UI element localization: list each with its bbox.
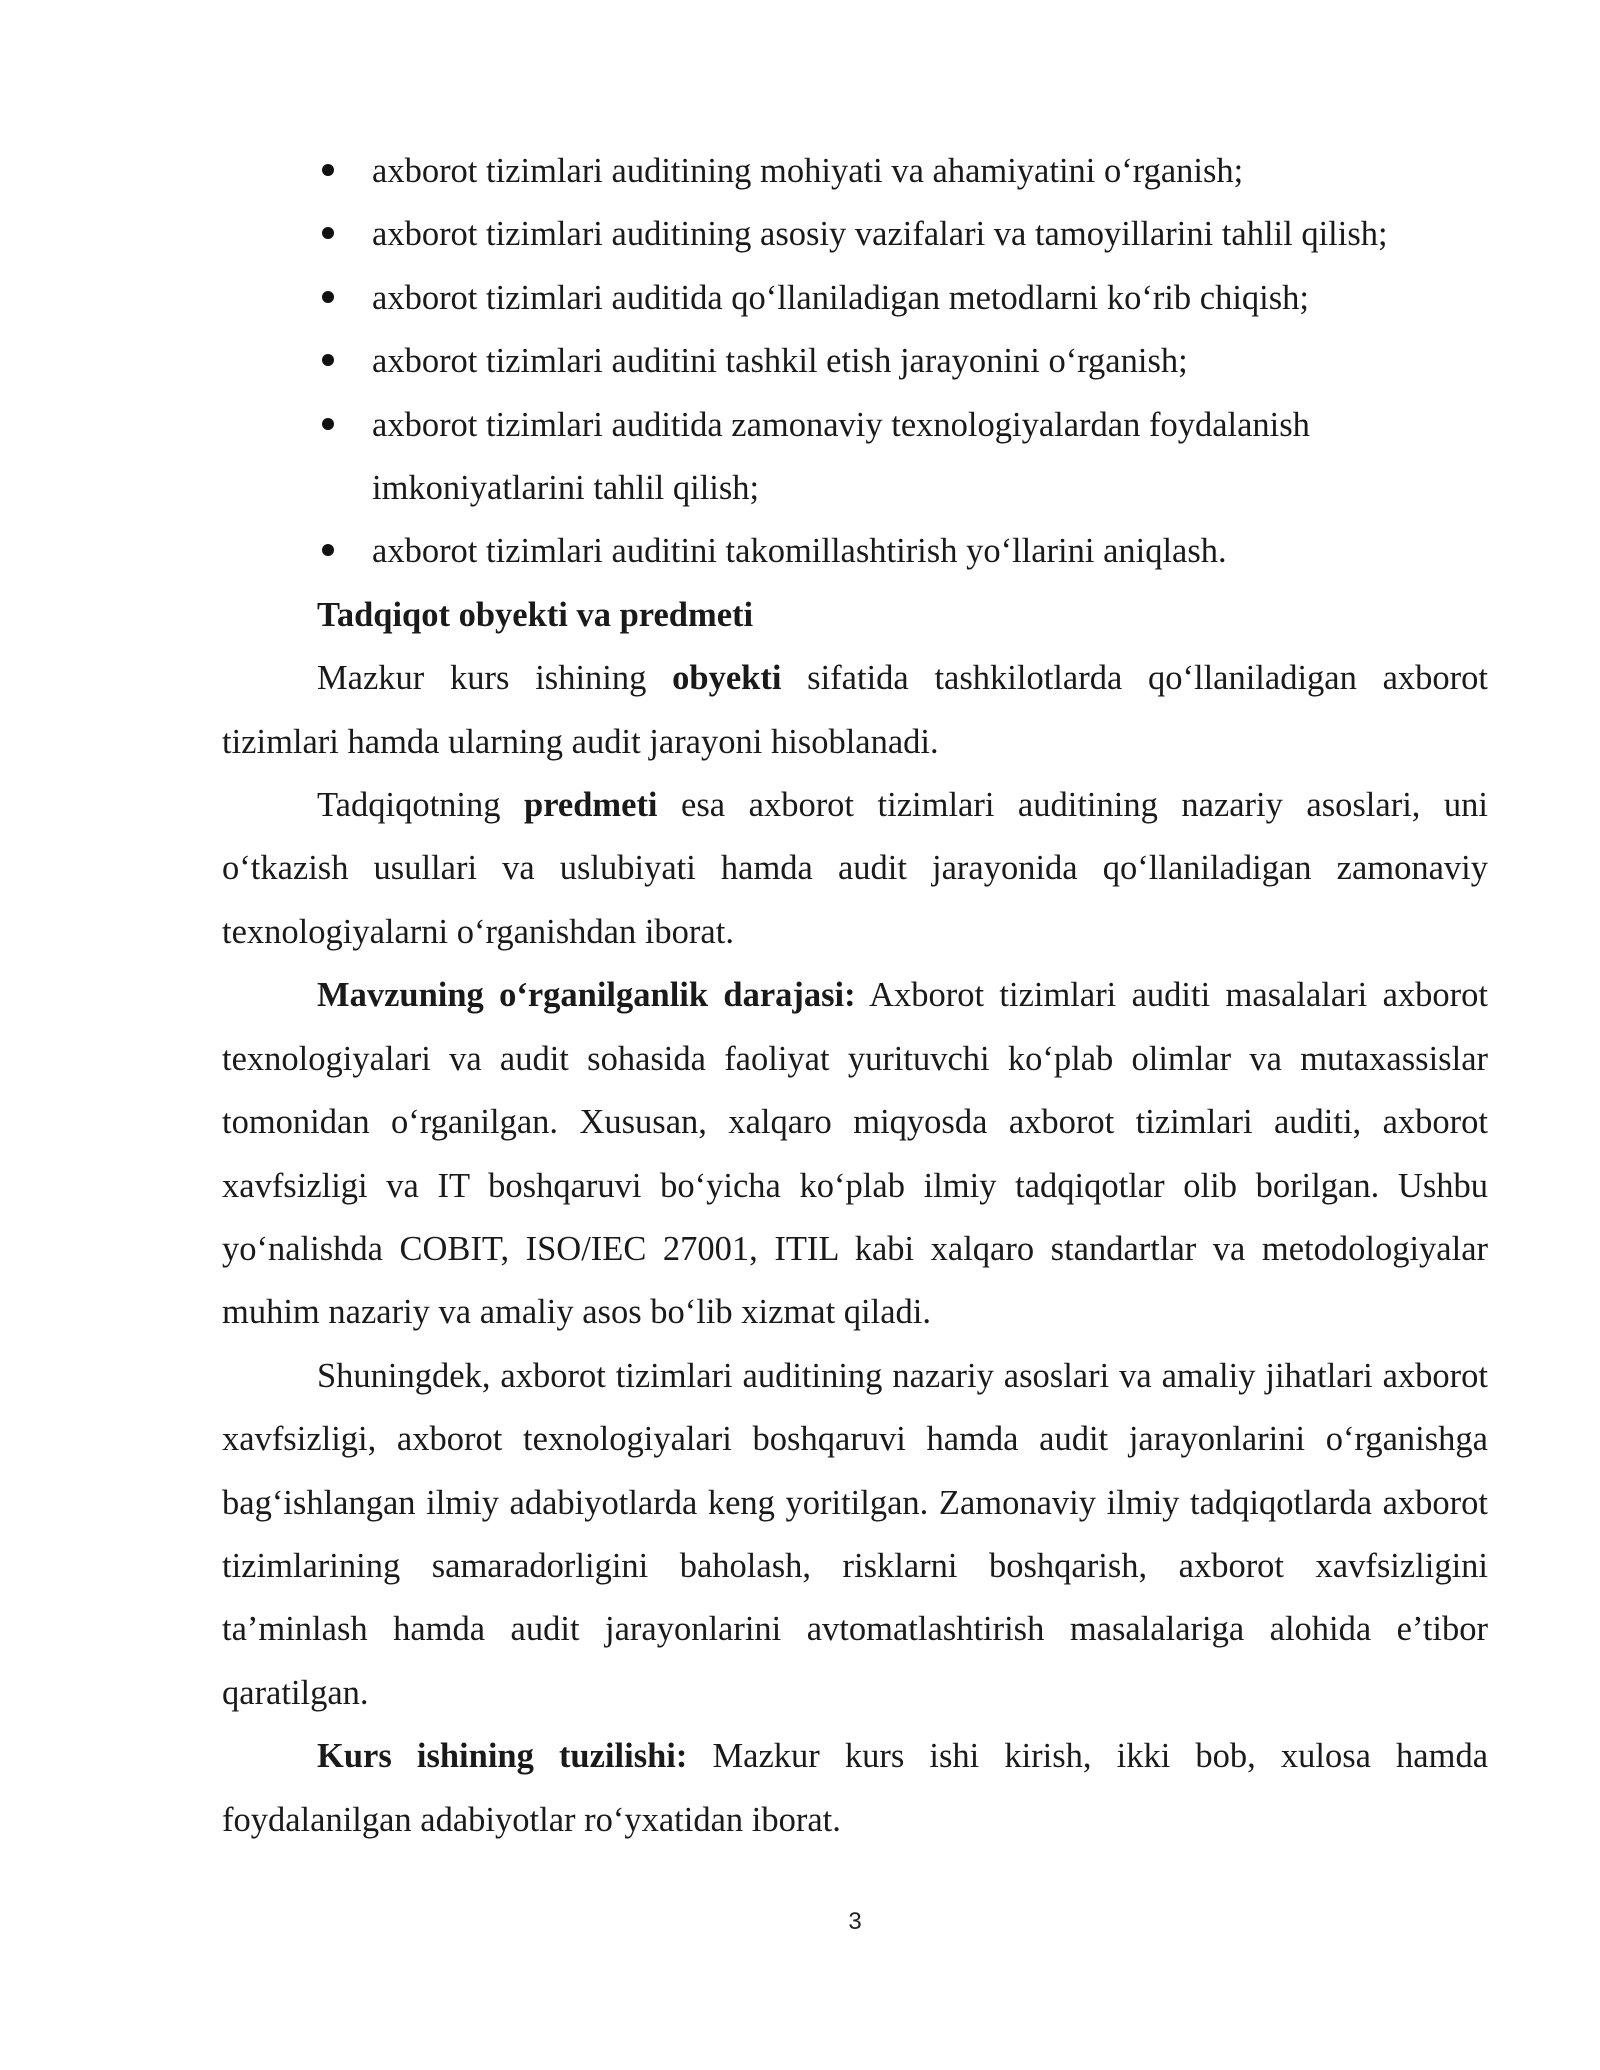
paragraph-text: Mazkur kurs ishining — [317, 659, 673, 698]
page-number: 3 — [848, 1908, 862, 1935]
list-item-text: axborot tizimlari auditida zamonaviy texnologiyalardan foydalanish imkoniyatlarini tahlil qilish; — [372, 405, 1310, 508]
paragraph-text: Axborot tizimlari auditi masalalari axborot texnologiyalari va audit sohasida faoliyat yurituvchi ko‘plab olimlar va mutaxassislar tomonidan o‘rganilgan. Xususan, xalqaro miqyosda axborot tizimlari auditi, axborot xavfsizligi va IT boshqaruvi bo‘yicha ko‘plab ilmiy tadqiqotlar olib borilgan. Ushbu yo‘nalishda COBIT, ISO/IEC 27001, ITIL kabi xalqaro standartlar va metodologiyalar muhim nazariy va amaliy asos bo‘lib xizmat qiladi. — [222, 976, 1488, 1332]
list-item — [222, 203, 1488, 266]
list-item-text: axborot tizimlari auditini takomillashtirish yo‘llarini aniqlash. — [372, 532, 1227, 571]
page-body — [222, 140, 1488, 1852]
bold-lead: Mavzuning o‘rganilganlik darajasi: — [317, 976, 856, 1015]
list-item-text: axborot tizimlari auditini tashkil etish jarayonini o‘rganish; — [372, 342, 1188, 381]
bullet-icon — [322, 418, 334, 430]
list-item — [222, 140, 1488, 203]
list-item-text: axborot tizimlari auditining asosiy vazifalari va tamoyillarini tahlil qilish; — [372, 215, 1388, 254]
bullet-icon — [322, 544, 334, 556]
objectives-list — [222, 140, 1488, 584]
list-item — [222, 267, 1488, 330]
bold-term: obyekti — [672, 659, 782, 698]
bullet-icon — [322, 164, 334, 176]
bold-lead: Kurs ishining tuzilishi: — [317, 1737, 688, 1776]
bullet-icon — [322, 227, 334, 239]
bold-term: predmeti — [524, 786, 658, 825]
paragraph-text: esa axborot tizimlari auditining nazariy asoslari, uni o‘tkazish usullari va uslubiyati hamda audit jarayonida qo‘llaniladigan zamonaviy texnologiyalarni o‘rganishdan iborat. — [222, 786, 1489, 951]
paragraph-also: Shuningdek, axborot tizimlari auditining nazariy asoslari va amaliy jihatlari axborot xavfsizligi, axborot texnologiyalari boshqaruvi hamda audit jarayonlarini o‘rganishga bag‘ishlangan ilmiy adabiyotlarda keng yoritilgan. Zamonaviy ilmiy tadqiqotlarda axborot tizimlarining samaradorligini baholash, risklarni boshqarish, axborot xavfsizligini ta’minlash hamda audit jarayonlarini avtomatlashtirish masalalariga alohida e’tibor qaratilgan. — [222, 1356, 1488, 1712]
paragraph-text: Tadqiqotning — [317, 786, 525, 825]
bullet-icon — [322, 354, 334, 366]
list-item-text: axborot tizimlari auditining mohiyati va ahamiyatini o‘rganish; — [372, 152, 1244, 190]
list-item — [222, 394, 1488, 521]
paragraph-structure — [222, 1725, 1488, 1852]
paragraph-text: sifatida tashkilotlarda qo‘llaniladigan axborot tizimlari hamda ularning audit jarayoni hisoblanadi. — [222, 659, 1488, 761]
paragraph-object — [222, 647, 1488, 774]
section-heading: Tadqiqot obyekti va predmeti — [317, 595, 754, 634]
list-item-text: axborot tizimlari auditida qo‘llaniladigan metodlarni ko‘rib chiqish; — [372, 278, 1310, 317]
paragraph-text: Mazkur kurs ishi kirish, ikki bob, xulosa hamda foydalanilgan adabiyotlar ro‘yxatidan iborat. — [222, 1737, 1489, 1839]
paragraph-study-level — [222, 964, 1488, 1344]
bullet-icon — [322, 291, 334, 303]
paragraph-subject — [222, 774, 1488, 964]
list-item — [222, 330, 1488, 393]
list-item — [222, 520, 1488, 583]
